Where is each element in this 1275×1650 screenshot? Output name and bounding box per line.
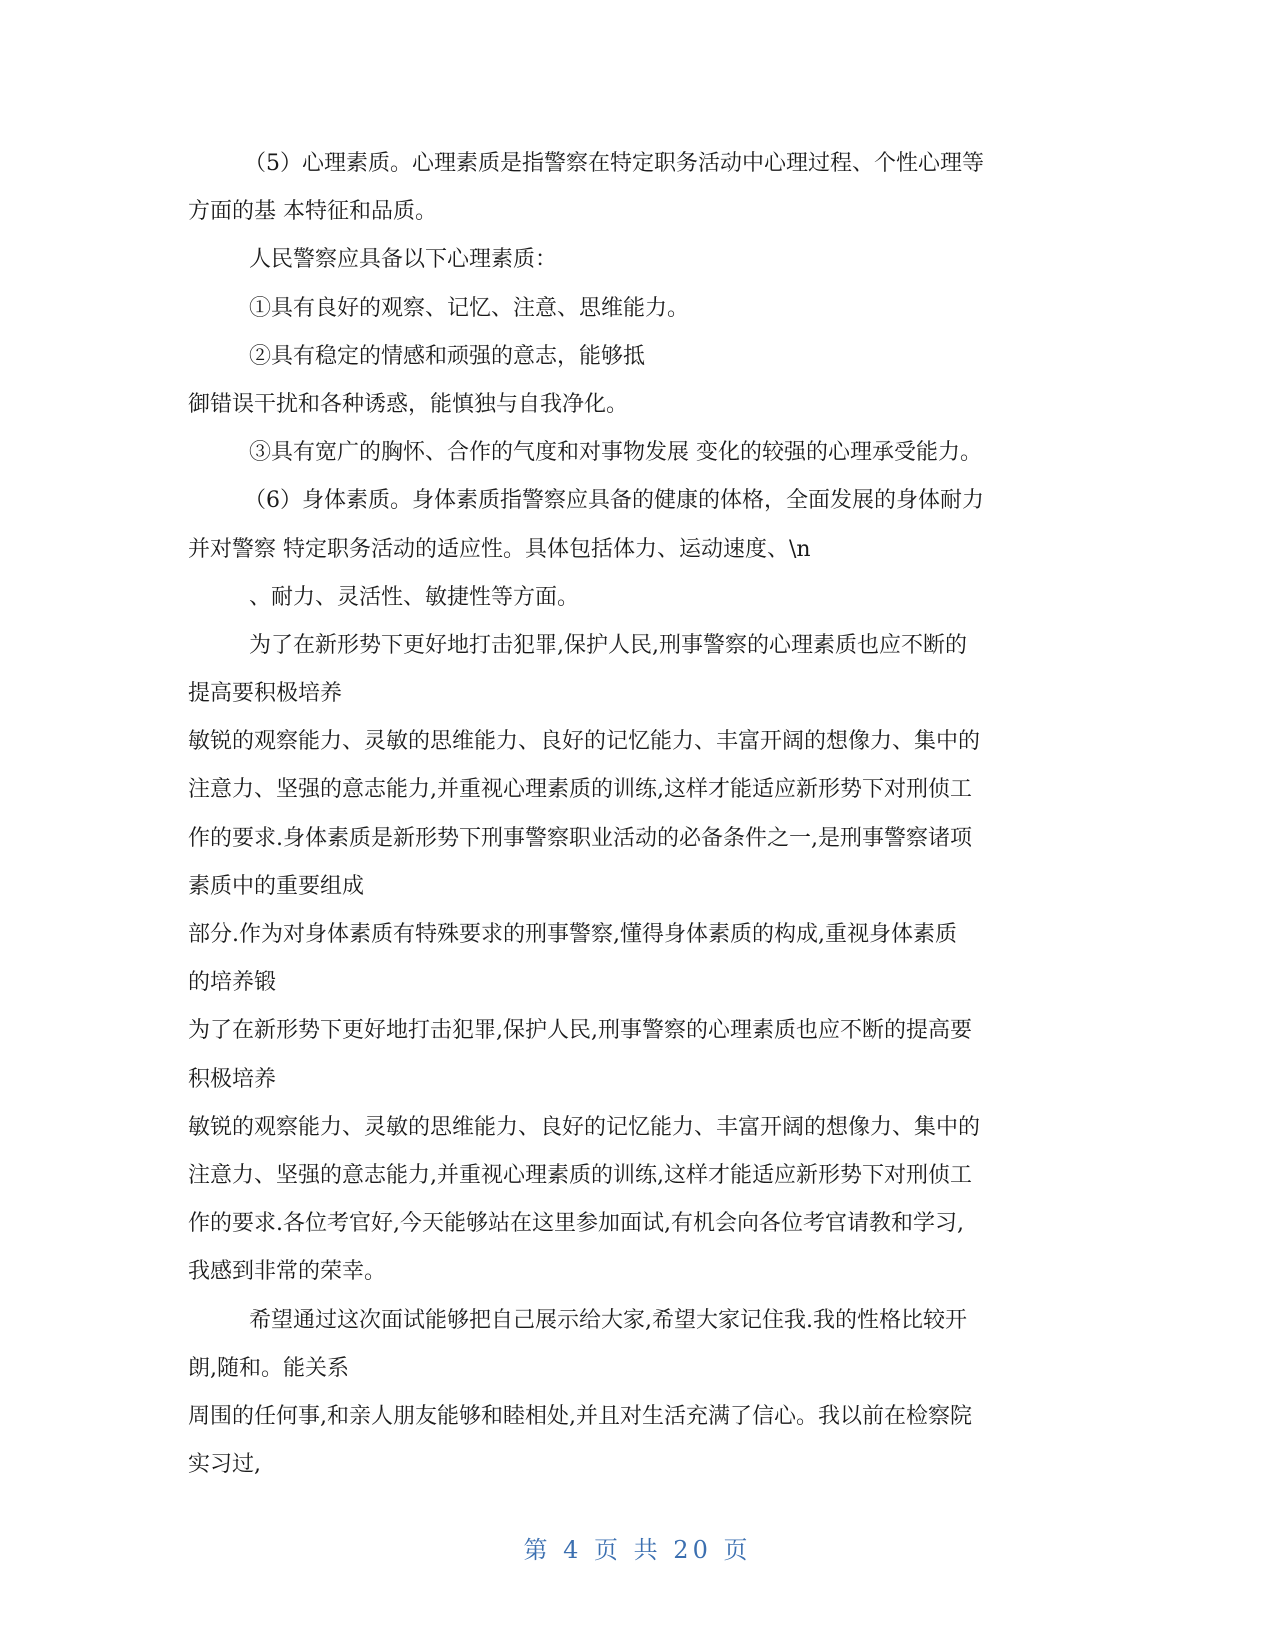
text-line: 我感到非常的荣幸。	[188, 1259, 387, 1285]
text-line: 的培养锻	[188, 970, 277, 996]
text-line: 并对警察 特定职务活动的适应性。具体包括体力、运动速度、\n	[188, 536, 811, 562]
text-line: 实习过,	[188, 1452, 261, 1478]
text-line: 御错误干扰和各种诱惑，能慎独与自我净化。	[188, 391, 629, 417]
text-line: 敏锐的观察能力、灵敏的思维能力、良好的记忆能力、丰富开阔的想像力、集中的	[188, 729, 981, 755]
text-line: 注意力、坚强的意志能力,并重视心理素质的训练,这样才能适应新形势下对刑侦工	[188, 1162, 972, 1188]
text-line: 为了在新形势下更好地打击犯罪,保护人民,刑事警察的心理素质也应不断的提高要	[188, 1018, 972, 1044]
text-line: 人民警察应具备以下心理素质：	[249, 247, 558, 273]
text-line: ②具有稳定的情感和顽强的意志，能够抵	[249, 343, 646, 369]
text-line: 作的要求.身体素质是新形势下刑事警察职业活动的必备条件之一,是刑事警察诸项	[188, 825, 972, 851]
text-line: 部分.作为对身体素质有特殊要求的刑事警察,懂得身体素质的构成,重视身体素质	[188, 922, 957, 947]
text-line: 为了在新形势下更好地打击犯罪,保护人民,刑事警察的心理素质也应不断的	[249, 632, 967, 658]
text-line: 周围的任何事,和亲人朋友能够和睦相处,并且对生活充满了信心。我以前在检察院	[188, 1403, 972, 1429]
text-line: 积极培养	[188, 1066, 277, 1092]
text-line: 注意力、坚强的意志能力,并重视心理素质的训练,这样才能适应新形势下对刑侦工	[188, 777, 972, 803]
text-line: 敏锐的观察能力、灵敏的思维能力、良好的记忆能力、丰富开阔的想像力、集中的	[188, 1114, 981, 1140]
text-line: 方面的基 本特征和品质。	[188, 199, 437, 225]
text-line: 、耐力、灵活性、敏捷性等方面。	[249, 584, 580, 610]
text-line: 作的要求.各位考官好,今天能够站在这里参加面试,有机会向各位考官请教和学习,	[188, 1211, 964, 1237]
body-text	[188, 140, 1088, 1489]
text-line: 素质中的重要组成	[188, 873, 365, 899]
text-line: ①具有良好的观察、记忆、注意、思维能力。	[249, 295, 690, 321]
text-line: ③具有宽广的胸怀、合作的气度和对事物发展 变化的较强的心理承受能力。	[249, 440, 982, 466]
text-line: 提高要积极培养	[188, 681, 343, 707]
text-line: 朗,随和。能关系	[188, 1355, 349, 1381]
text-line: 希望通过这次面试能够把自己展示给大家,希望大家记住我.我的性格比较开	[249, 1307, 967, 1333]
text-line: （6）身体素质。身体素质指警察应具备的健康的体格，全面发展的身体耐力	[244, 488, 984, 514]
page-footer: 第 4 页 共 20 页	[523, 1536, 752, 1564]
text-line: （5）心理素质。心理素质是指警察在特定职务活动中心理过程、个性心理等	[244, 151, 984, 176]
